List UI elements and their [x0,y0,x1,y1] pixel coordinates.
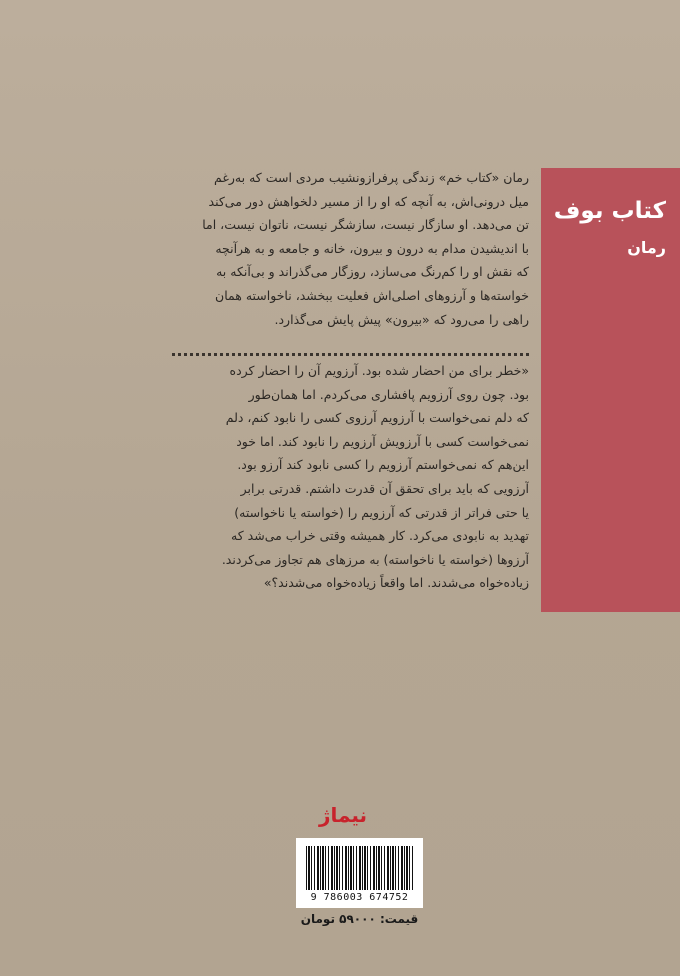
isbn-number: 9 786003 674752 [310,892,409,903]
publisher-logo [306,800,380,830]
book-summary [172,166,529,331]
price-label: قیمت: ۵۹۰۰۰ تومان [300,912,419,926]
svg-text:نیماژ: نیماژ [318,803,368,827]
isbn-barcode [296,838,423,908]
excerpt-line: زیاده‌خواه می‌شدند. اما واقعاً زیاده‌خواه می‌شدند؟» [263,575,529,591]
series-title: کتاب بوف [553,198,666,224]
summary-line: میل درونی‌اش، به آنچه که او را از مسیر دلخواهش دور می‌کند [208,193,529,209]
excerpt-line: آرزوها (خواسته یا ناخواسته) به مرزهای هم تجاوز می‌کردند. [221,551,529,567]
excerpt-line: نمی‌خواست کسی با آرزویش آرزویم را نابود کند. اما خود [236,433,529,449]
series-panel [541,168,680,612]
excerpt-line: که دلم نمی‌خواست با آرزویم آرزوی کسی را نابود کنم، دلم [225,410,529,426]
summary-line: رمان «کتاب خم» زندگی پرفرازونشیب مردی است که به‌رغم [214,170,529,185]
excerpt-line: آرزویی که باید برای تحقق آن قدرت داشتم. قدرتی برابر [240,480,529,496]
summary-line: که نقش او را کم‌رنگ می‌سازد، روزگار می‌گذراند و بی‌آنکه به [216,264,529,280]
excerpt-line: یا حتی فراتر از قدرتی که آرزویم را (خواسته یا ناخواسته) [234,504,529,520]
excerpt-line: «خطر برای من احضار شده بود. آرزویم آن را احضار کرده [229,363,529,378]
summary-line: با اندیشیدن مدام به درون و بیرون، خانه و جامعه و به هرآنچه [215,240,529,256]
barcode-bars [306,846,413,890]
book-excerpt [172,359,529,595]
excerpt-line: بود. چون روی آرزویم پافشاری می‌کردم. اما همان‌طور [248,386,529,402]
series-genre: رمان [627,238,666,257]
summary-line: خواسته‌ها و آرزوهای اصلی‌اش فعلیت ببخشد، ناخواسته همان [215,287,529,303]
excerpt-line: تهدید به نابودی می‌کرد. کار همیشه وقتی خراب می‌شد که [231,528,529,544]
dotted-divider [172,353,529,356]
summary-line: راهی را می‌رود که «بیرون» پیش پایش می‌گذارد. [274,311,529,327]
summary-line: تن می‌دهد. او سازگار نیست، سازشگر نیست، ناتوان نیست، اما [202,217,529,233]
excerpt-line: این‌هم که نمی‌خواستم آرزویم را کسی نابود کند آرزو بود. [237,457,529,473]
